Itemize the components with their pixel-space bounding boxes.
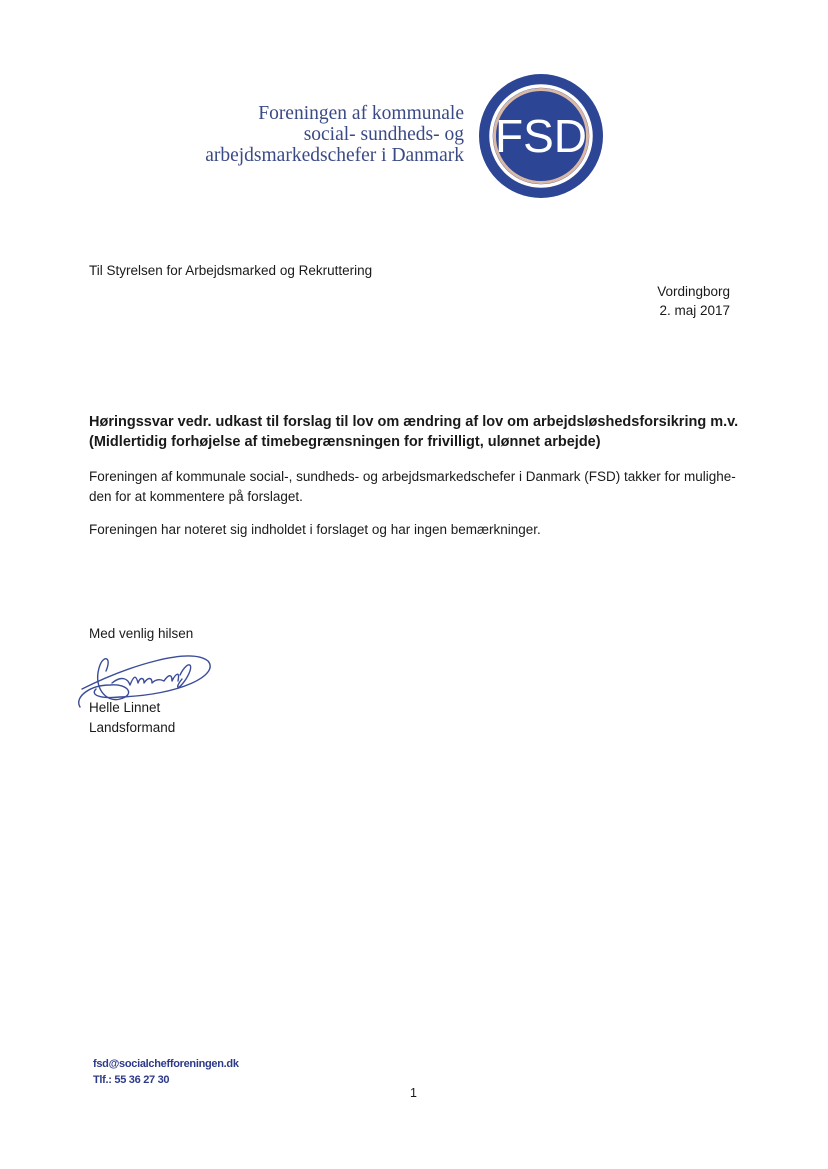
place-and-date [657,282,730,320]
organization-name [205,103,464,166]
footer-contact [93,1056,239,1088]
footer-email: fsd@socialchefforeningen.dk [93,1058,239,1070]
page-number: 1 [410,1086,417,1100]
footer-phone: Tlf.: 55 36 27 30 [93,1074,170,1086]
closing-greeting: Med venlig hilsen [89,626,194,641]
signer-title: Landsformand [89,720,176,735]
fsd-logo [478,73,604,199]
letter-subject [89,412,738,452]
subject-line-1: Høringssvar vedr. udkast til forslag til lov om ændring af lov om arbejdsløshedsforsikring m.v. [89,414,739,430]
signer-block [89,698,175,738]
recipient-line: Til Styrelsen for Arbejdsmarked og Rekruttering [89,263,373,278]
paragraph-1-line-1: Foreningen af kommunale social-, sundheds- og arbejdsmarkedschefer i Danmark (FSD) takker for mulighe- [89,469,736,484]
subject-line-2: (Midlertidig forhøjelse af timebegrænsningen for frivilligt, ulønnet arbejde) [89,434,601,450]
body-paragraph-1 [89,467,739,507]
org-name-line-3: arbejdsmarkedschefer i Danmark [205,145,464,166]
paragraph-1-line-2: den for at kommentere på forslaget. [89,489,303,504]
place: Vordingborg [657,284,730,299]
date: 2. maj 2017 [659,303,730,318]
body-paragraph-2: Foreningen har noteret sig indholdet i forslaget og har ingen bemærkninger. [89,522,541,537]
logo-text: FSD [495,110,587,162]
org-name-line-1: Foreningen af kommunale [258,103,464,124]
signer-name: Helle Linnet [89,700,161,715]
org-name-line-2: social- sundheds- og [303,124,464,145]
